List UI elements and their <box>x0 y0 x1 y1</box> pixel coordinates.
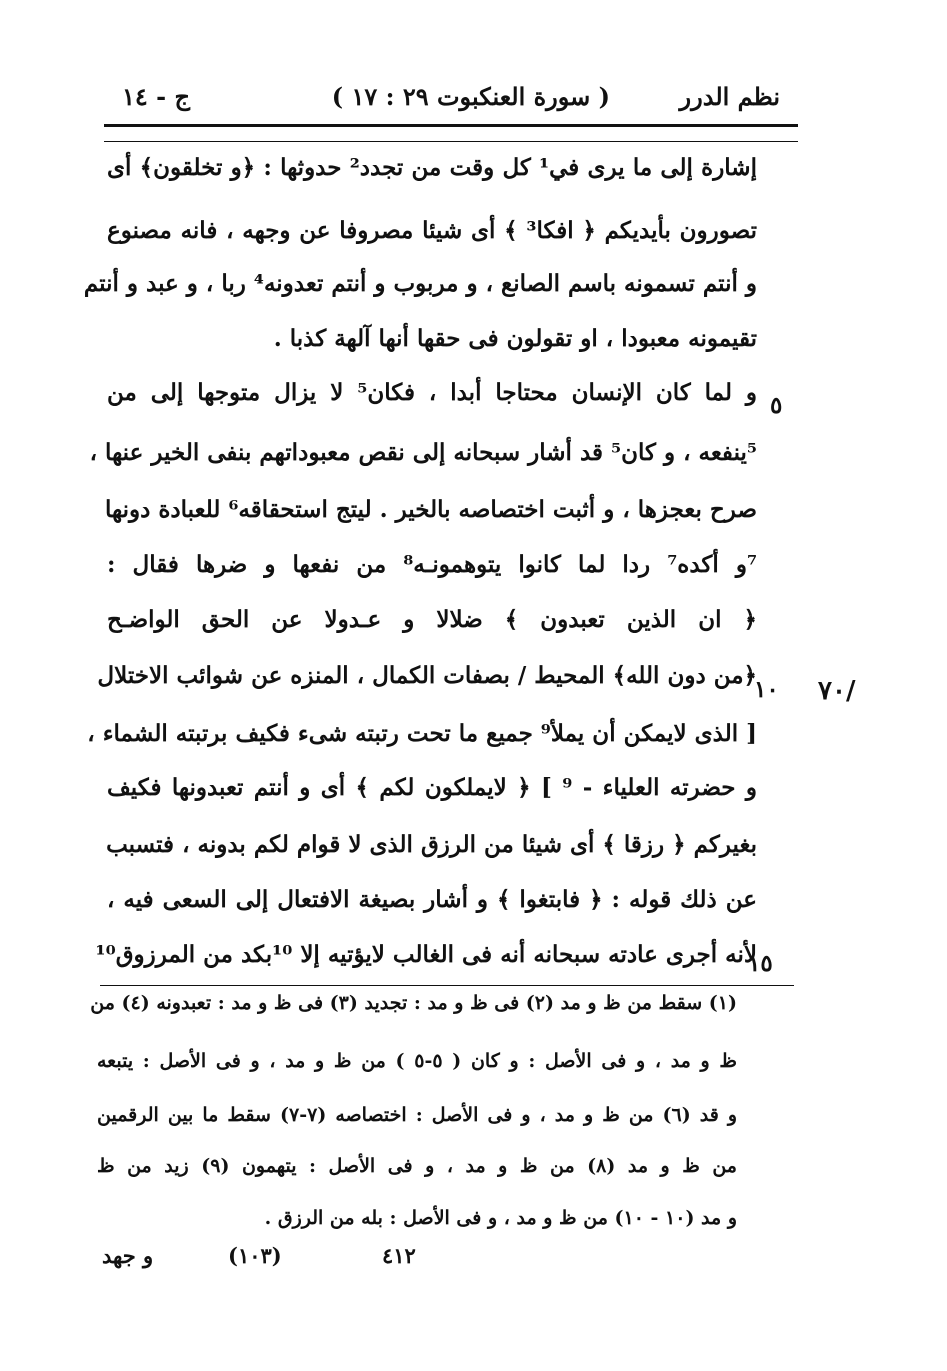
header-rule-thick <box>104 124 798 127</box>
text-line: ﴿من دون الله﴾ المحيط / بصفات الكمال ، المنزه عن شوائب الاختلال <box>97 662 757 689</box>
text-line: [ الذى لايمكن أن يملأ⁹ جميع ما تحت رتبته شىء فكيف برتبته الشماء ، <box>87 720 757 747</box>
margin-folio-reference: /٧٠ <box>818 676 856 706</box>
text-line: تصورون بأيديكم ﴿ افكا³ ﴾ أى شيئا مصروفا عن وجهه ، فانه مصنوع <box>107 217 757 244</box>
footnote-rule <box>100 985 794 986</box>
text-line: ﴿ ان الذين تعبدون ﴾ ضلالا و عـدولا عن الحق الواضـح <box>107 606 757 633</box>
footnote-line: (١) سقط من ظ و مد (٢) فى ظ و مد : تجديد (٣) فى ظ و مد : تعبدونه (٤) من <box>90 992 737 1014</box>
surah-reference: ( سورة العنكبوت ٢٩ : ١٧ ) <box>331 82 610 111</box>
text-line: ⁵ينفعه ، و كان⁵ قد أشار سبحانه إلى نقص معبوداتهم بنفى الخير عنها ، <box>89 439 757 466</box>
line-number-5: ٥ <box>770 392 783 419</box>
text-line: ⁷و أكده⁷ ردا لما كانوا يتوهمونـه⁸ من نفعها و ضرها فقال : <box>107 551 758 578</box>
text-line: إشارة إلى ما يرى في¹ كل وقت من تجدد² حدوثها : ﴿و تخلقون﴾ أى <box>107 154 757 181</box>
footnote-line: و مد (١٠ - ١٠) من ظ و مد ، و فى الأصل : بله من الرزق . <box>264 1207 737 1229</box>
text-line: تقيمونه معبودا ، او تقولون فى حقها أنها آلهة كذبا . <box>273 325 757 352</box>
text-line: صرح بعجزها ، و أثبت اختصاصه بالخير . ليتج استحقاقه⁶ للعبادة دونها <box>105 496 757 523</box>
text-line: عن ذلك قوله : ﴿ فابتغوا ﴾ و أشار بصيغة الافتعال إلى السعى فيه ، <box>107 886 757 913</box>
header-rule-thin <box>104 141 798 142</box>
collation-mark: و جهد <box>102 1243 154 1268</box>
text-line: بغيركم ﴿ رزقا ﴾ أى شيئا من الرزق الذى لا قوام لكم بدونه ، فتسبب <box>106 831 757 858</box>
sheet-number: (١٠٣) <box>228 1243 282 1268</box>
text-line: و حضرته العلياء - ⁹ ] ﴿ لايملكون لكم ﴾ أى و أنتم تعبدونها فكيف <box>107 774 757 801</box>
page-number: ٤١٢ <box>382 1243 416 1268</box>
text-line: لأنه أجرى عادته سبحانه أنه فى الغالب لايؤتيه إلا ¹⁰بكد من المرزوق¹⁰ <box>95 941 757 968</box>
text-line: و لما كان الإنسان محتاجا أبدا ، فكان⁵ لا يزال متوجها إلى من <box>107 379 757 406</box>
footnote-line: ظ و مد ، و فى الأصل : و كان ( ٥-٥ ) من ظ و مد ، و فى الأصل : يتبعه <box>97 1050 737 1072</box>
book-title: نظم الدرر <box>679 82 780 111</box>
running-header <box>100 82 780 122</box>
text-line: و أنتم تسمونه باسم الصانع ، و مربوب و أنتم تعدونه⁴ ربا ، و عبد و أنتم <box>83 270 757 297</box>
line-number-10: ١٠ <box>754 676 779 703</box>
line-number-15: ١٥ <box>748 950 773 977</box>
footnote-line: من ظ و مد (٨) من ظ و مد ، و فى الأصل : يتهمون (٩) زيد من ظ <box>97 1155 737 1177</box>
volume-number: ج - ١٤ <box>122 82 190 111</box>
footnote-line: و قد (٦) من ظ و مد ، و فى الأصل : اختصاصه (٧-٧) سقط ما بين الرقمين <box>97 1104 738 1126</box>
